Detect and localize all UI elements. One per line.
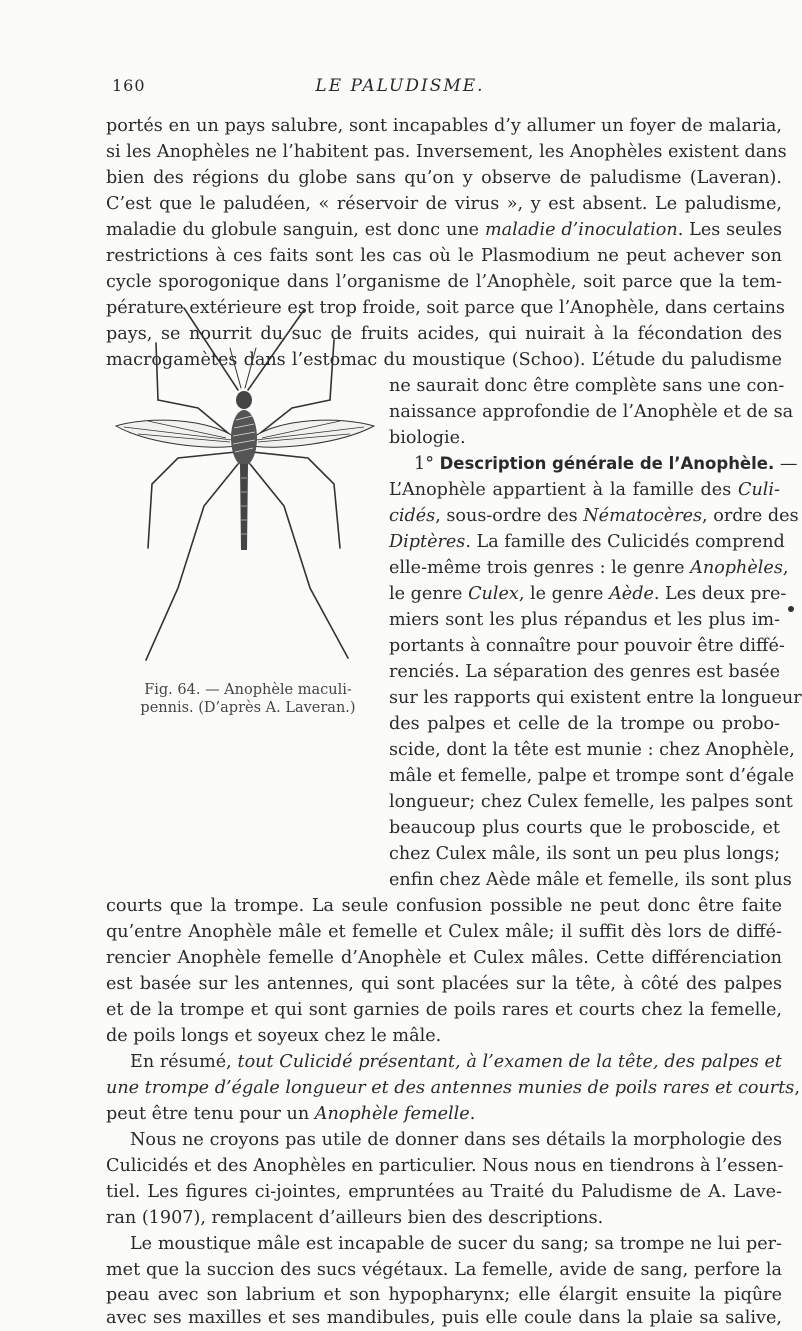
- italic-term: maladie d’inoculation: [484, 220, 678, 240]
- section-number: 1°: [414, 454, 440, 474]
- italic-term: Culex: [468, 584, 519, 604]
- text-span: , sous-ordre des: [435, 506, 584, 526]
- text-span: . Les deux pre-: [653, 584, 787, 604]
- text-line: Nous ne croyons pas utile de donner dans ses détails la morphologie des: [130, 1130, 782, 1150]
- text-span: . La famille des Culicidés comprend: [465, 532, 785, 552]
- italic-summary: une trompe d’égale longueur et des antennes munies de poils rares et courts: [106, 1078, 795, 1098]
- leg-mid-left: [148, 452, 236, 548]
- text-line: enfin chez Aède mâle et femelle, ils sont plus: [389, 870, 792, 890]
- figure-caption: [103, 681, 393, 717]
- text-span: ,: [782, 558, 789, 578]
- text-line: et de la trompe et qui sont garnies de poils rares et courts chez la femelle,: [106, 1000, 782, 1020]
- text-span: le genre: [389, 584, 469, 604]
- text-line: sur les rapports qui existent entre la longueur: [389, 688, 802, 708]
- abdomen: [240, 464, 248, 550]
- running-title: LE PALUDISME.: [315, 76, 485, 96]
- text-line: [389, 529, 785, 555]
- italic-term: Culi-: [738, 480, 780, 500]
- text-line: macrogamètes dans l’estomac du moustique (Schoo). L’étude du paludisme: [106, 350, 782, 370]
- text-line: [106, 1101, 782, 1127]
- text-line: rencier Anophèle femelle d’Anophèle et Culex mâles. Cette différenciation: [106, 948, 782, 968]
- text-line: Le moustique mâle est incapable de sucer du sang; sa trompe ne lui per-: [130, 1234, 782, 1254]
- text-line: naissance approfondie de l’Anophèle et de sa: [389, 402, 794, 422]
- text-line: bien des régions du globe sans qu’on y observe de paludisme (Laveran).: [106, 168, 782, 188]
- text-line: qu’entre Anophèle mâle et femelle et Culex mâle; il suffit dès lors de diffé-: [106, 922, 782, 942]
- text-line: de poils longs et soyeux chez le mâle.: [106, 1026, 442, 1046]
- text-line: si les Anophèles ne l’habitent pas. Inversement, les Anophèles existent dans: [106, 142, 787, 162]
- text-line: pays, se nourrit du suc de fruits acides, qui nuirait à la fécondation des: [106, 324, 782, 344]
- text-line: ne saurait donc être complète sans une con-: [389, 376, 785, 396]
- text-span: peut être tenu pour un: [106, 1104, 315, 1124]
- page-number: 160: [112, 76, 146, 95]
- text-line: [130, 1049, 782, 1075]
- text-line: des palpes et celle de la trompe ou probo-: [389, 714, 780, 734]
- text-line: est basée sur les antennes, qui sont placées sur la tête, à côté des palpes: [106, 974, 782, 994]
- text-line: C’est que le paludéen, « réservoir de virus », y est absent. Le paludisme,: [106, 194, 782, 214]
- text-line: restrictions à ces faits sont les cas où le Plasmodium ne peut achever son: [106, 246, 782, 266]
- italic-summary: tout Culicidé présentant, à l’examen de la tête, des palpes et: [237, 1052, 782, 1072]
- italic-term: cidés: [389, 506, 436, 526]
- text-line: portés en un pays salubre, sont incapables d’y allumer un foyer de malaria,: [106, 116, 782, 136]
- italic-term: Anophèles: [690, 558, 783, 578]
- text-line: mâle et femelle, palpe et trompe sont d’égale: [389, 766, 795, 786]
- caption-line: pennis. (D’après A. Laveran.): [140, 700, 356, 716]
- italic-term: Aède: [609, 584, 654, 604]
- italic-term: Anophèle femelle: [314, 1104, 470, 1124]
- head: [236, 391, 252, 409]
- text-span: .: [469, 1104, 476, 1124]
- text-line: avec ses maxilles et ses mandibules, puis elle coule dans la plaie sa salive,: [106, 1308, 782, 1328]
- text-span: ,: [794, 1078, 800, 1098]
- leg-mid-right: [252, 452, 340, 548]
- antenna-right: [248, 310, 304, 390]
- bullet-mark: [788, 606, 794, 612]
- text-span: . Les seules: [677, 220, 782, 240]
- text-line: [389, 581, 787, 607]
- text-line: scide, dont la tête est munie : chez Anophèle,: [389, 740, 795, 760]
- mosquito-illustration: [108, 288, 380, 660]
- leg-hind-left: [146, 464, 238, 660]
- text-line: renciés. La séparation des genres est basée: [389, 662, 780, 682]
- section-heading: Description générale de l’Anophèle.: [439, 454, 775, 473]
- text-line: [106, 1075, 800, 1101]
- leg-hind-right: [250, 464, 348, 658]
- text-line: ran (1907), remplacent d’ailleurs bien des descriptions.: [106, 1208, 604, 1228]
- italic-term: Nématocères: [583, 506, 703, 526]
- italic-term: Diptères: [389, 532, 466, 552]
- text-line: [389, 555, 789, 581]
- caption-line: Fig. 64. — Anophèle maculi-: [144, 682, 352, 698]
- page-header: [0, 76, 800, 98]
- text-line: met que la succion des sucs végétaux. La femelle, avide de sang, perfore la: [106, 1260, 782, 1280]
- section-heading-line: [414, 451, 798, 477]
- text-line: [106, 217, 782, 243]
- text-span: elle-même trois genres : le genre: [389, 558, 691, 578]
- text-line: courts que la trompe. La seule confusion possible ne peut donc être faite: [106, 896, 782, 916]
- text-line: biologie.: [389, 428, 466, 448]
- text-line: chez Culex mâle, ils sont un peu plus longs;: [389, 844, 780, 864]
- text-line: [389, 477, 780, 503]
- text-span: maladie du globule sanguin, est donc une: [106, 220, 485, 240]
- text-line: tiel. Les figures ci-jointes, empruntées au Traité du Paludisme de A. Lave-: [106, 1182, 782, 1202]
- text-span: , le genre: [518, 584, 610, 604]
- text-line: miers sont les plus répandus et les plus im-: [389, 610, 780, 630]
- text-line: peau avec son labrium et son hypopharynx; elle élargit ensuite la piqûre: [106, 1285, 782, 1305]
- text-line: cycle sporogonique dans l’organisme de l’Anophèle, soit parce que la tem-: [106, 272, 782, 292]
- text-line: [389, 503, 799, 529]
- text-line: pérature extérieure est trop froide, soit parce que l’Anophèle, dans certains: [106, 298, 785, 318]
- text-span: L’Anophèle appartient à la famille des: [389, 480, 738, 500]
- text-span: , ordre des: [702, 506, 799, 526]
- text-line: Culicidés et des Anophèles en particulier. Nous nous en tiendrons à l’essen-: [106, 1156, 784, 1176]
- text-line: longueur; chez Culex femelle, les palpes sont: [389, 792, 793, 812]
- text-span: —: [774, 454, 798, 474]
- text-line: portants à connaître pour pouvoir être diffé-: [389, 636, 785, 656]
- text-span: En résumé,: [130, 1052, 238, 1072]
- text-line: beaucoup plus courts que le proboscide, et: [389, 818, 780, 838]
